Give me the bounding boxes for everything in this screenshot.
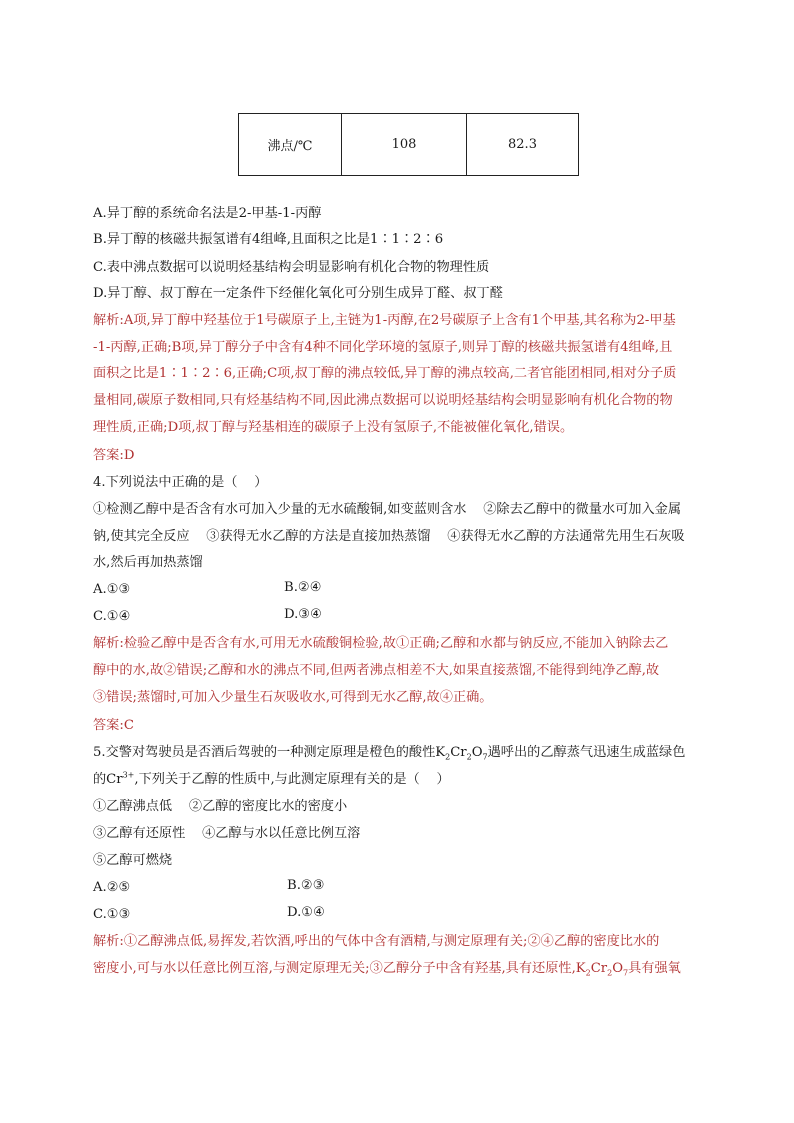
- q3-option-d: D.异丁醇、叔丁醇在一定条件下经催化氧化可分别生成异丁醛、叔丁醛: [93, 286, 503, 301]
- q4-option-b: B.②④: [284, 580, 322, 595]
- q5-option-b: B.②③: [287, 878, 325, 893]
- q4-option-d: D.③④: [284, 607, 322, 622]
- q5-option-d: D.①④: [287, 905, 325, 920]
- q3-analysis-line: 理性质,正确;D项,叔丁醇与羟基相连的碳原子上没有氢原子,不能被催化氧化,错误。: [93, 420, 574, 435]
- q5-option-c: C.①③: [93, 907, 131, 922]
- q4-analysis-line: ③错误;蒸馏时,可加入少量生石灰吸收水,可得到无水乙醇,故④正确。: [93, 690, 493, 705]
- q3-analysis-line: -1-丙醇,正确;B项,异丁醇分子中含有4种不同化学环境的氢原子,则异丁醇的核磁共振氢谱有4组峰,且: [93, 340, 673, 355]
- q3-analysis-line: 量相同,碳原子数相同,只有烃基结构不同,因此沸点数据可以说明烃基结构会明显影响有机化合物的物: [93, 393, 673, 408]
- q5-analysis-line: 解析:①乙醇沸点低,易挥发,若饮酒,呼出的气体中含有酒精,与测定原理有关;②④乙醇的密度比水的: [93, 934, 660, 949]
- table-row: [239, 114, 579, 176]
- q3-analysis-line: 解析:A项,异丁醇中羟基位于1号碳原子上,主链为1-丙醇,在2号碳原子上含有1个甲基,其名称为2-甲基: [93, 313, 676, 328]
- q5-property-line: ③乙醇有还原性 ④乙醇与水以任意比例互溶: [93, 826, 361, 841]
- q5-property-line: ⑤乙醇可燃烧: [93, 853, 173, 868]
- q4-statement-line: ①检测乙醇中是否含有水可加入少量的无水硫酸铜,如变蓝则含水 ②除去乙醇中的微量水可加入金属: [93, 502, 682, 517]
- q4-stem: 4.下列说法中正确的是（ ）: [93, 475, 268, 490]
- q4-statement-line: 钠,使其完全反应 ③获得无水乙醇的方法是直接加热蒸馏 ④获得无水乙醇的方法通常先用生石灰吸: [93, 529, 685, 544]
- q4-analysis-line: 解析:检验乙醇中是否含有水,可用无水硫酸铜检验,故①正确;乙醇和水都与钠反应,不能加入钠除去乙: [93, 636, 669, 651]
- q3-analysis-line: 面积之比是1∶1∶2∶6,正确;C项,叔丁醇的沸点较低,异丁醇的沸点较高,二者官能团相同,相对分子质: [93, 366, 677, 381]
- q5-stem-line-1: 5.交警对驾驶员是否酒后驾驶的一种测定原理是橙色的酸性$K_2Cr_2O_7$遇呼出的乙醇蒸气迅速生成蓝绿色: [93, 745, 686, 762]
- q4-option-a: A.①③: [93, 582, 131, 597]
- q4-answer: 答案:C: [93, 718, 134, 733]
- boiling-point-table: [238, 113, 579, 176]
- q5-analysis-line: 密度小,可与水以任意比例互溶,与测定原理无关;③乙醇分子中含有羟基,具有还原性$,K_2Cr_2O_7$具有强氧: [93, 961, 681, 978]
- q3-option-b: B.异丁醇的核磁共振氢谱有4组峰,且面积之比是1∶1∶2∶6: [93, 232, 444, 247]
- table-cell-label: 沸点/℃: [239, 114, 342, 176]
- q3-answer: 答案:D: [93, 448, 135, 463]
- q5-stem-line-2: 的$Cr^{3+}$,下列关于乙醇的性质中,与此测定原理有关的是（ ）: [93, 770, 450, 787]
- q4-analysis-line: 醇中的水,故②错误;乙醇和水的沸点不同,但两者沸点相差不大,如果直接蒸馏,不能得到纯净乙醇,故: [93, 663, 660, 678]
- q4-statement-line: 水,然后再加热蒸馏: [93, 555, 203, 570]
- q5-property-line: ①乙醇沸点低 ②乙醇的密度比水的密度小: [93, 799, 348, 814]
- q3-option-a: A.异丁醇的系统命名法是2-甲基-1-丙醇: [93, 206, 322, 221]
- table-cell-value-1: 108: [342, 114, 467, 176]
- table-cell-value-2: 82.3: [467, 114, 579, 176]
- q4-option-c: C.①④: [93, 609, 131, 624]
- q5-option-a: A.②⑤: [93, 880, 131, 895]
- q3-option-c: C.表中沸点数据可以说明烃基结构会明显影响有机化合物的物理性质: [93, 260, 490, 275]
